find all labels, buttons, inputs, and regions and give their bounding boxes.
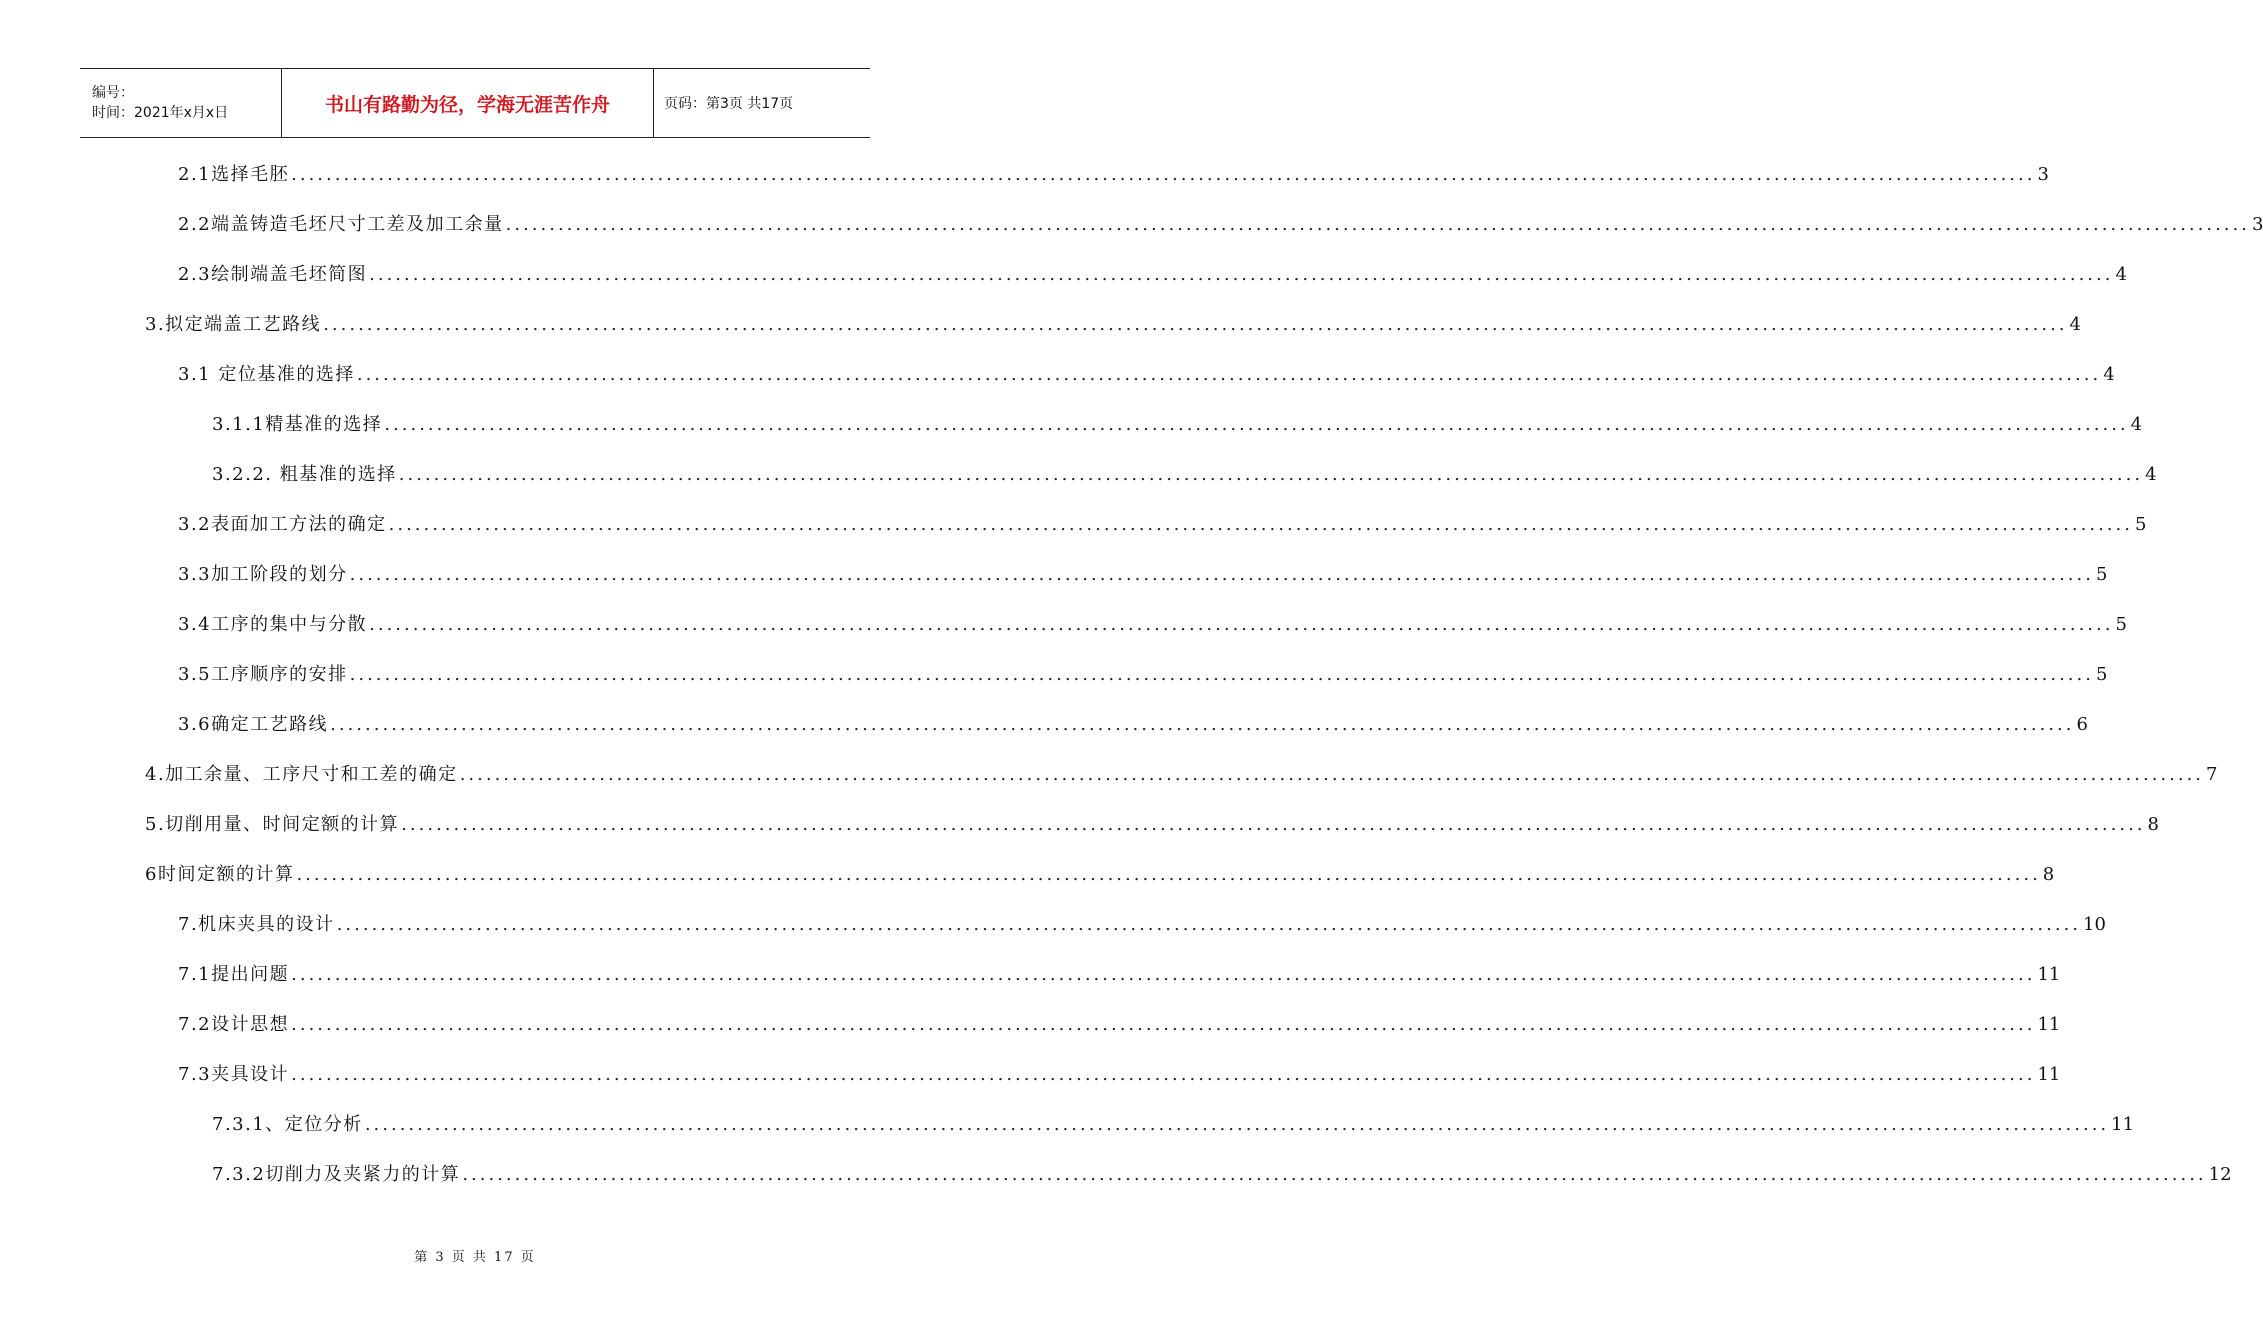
toc-entry-page: 8 xyxy=(2042,864,2055,885)
toc-entry-title: 4.加工余量、工序尺寸和工差的确定 xyxy=(145,764,458,785)
toc-entry-title: 7.3夹具设计 xyxy=(178,1064,290,1085)
toc-entry-page: 7 xyxy=(2206,764,2218,785)
toc-entry-page: 3 xyxy=(2251,214,2263,235)
toc-entry-page: 4 xyxy=(2069,314,2081,335)
toc-entry-page: 5 xyxy=(2115,614,2127,635)
header-motto-text: 书山有路勤为径，学海无涯苦作舟 xyxy=(324,93,610,116)
toc-leader-dots: ........................................................................................................................................................................................................ xyxy=(401,814,2146,835)
toc-entry-page: 11 xyxy=(2037,1014,2061,1035)
toc-leader-dots: ........................................................................................................................................................................................................ xyxy=(291,1014,2036,1035)
toc-entry-page: 11 xyxy=(2037,1064,2061,1085)
toc-leader-dots: ........................................................................................................................................................................................................ xyxy=(364,1114,2110,1135)
toc-leader-dots: ........................................................................................................................................................................................................ xyxy=(291,964,2036,985)
toc-entry-page: 4 xyxy=(2145,464,2157,485)
toc-entry-page: 10 xyxy=(2083,914,2106,935)
toc-entry-page: 4 xyxy=(2130,414,2143,435)
toc-entry[interactable] xyxy=(145,810,2159,840)
page-footer xyxy=(0,1246,950,1265)
header-page-info xyxy=(654,69,870,137)
toc-entry[interactable] xyxy=(178,960,2061,990)
toc-entry-title: 7.2设计思想 xyxy=(178,1014,290,1035)
toc-leader-dots: ........................................................................................................................................................................................................ xyxy=(356,364,2102,385)
toc-leader-dots: ........................................................................................................................................................................................................ xyxy=(398,464,2144,485)
header-page-label: 页码：第3页 共17页 xyxy=(664,96,794,112)
toc-entry-title: 7.1提出问题 xyxy=(178,964,290,985)
toc-entry-page: 12 xyxy=(2208,1164,2232,1185)
toc-leader-dots: ........................................................................................................................................................................................................ xyxy=(369,264,2114,285)
toc-leader-dots: ........................................................................................................................................................................................................ xyxy=(349,664,2094,685)
toc-entry-page: 3 xyxy=(2037,164,2049,185)
toc-entry-page: 5 xyxy=(2095,664,2108,685)
toc-entry-title: 3.5工序顺序的安排 xyxy=(178,664,348,685)
toc-entry-title: 3.1 定位基准的选择 xyxy=(178,364,355,385)
header-meta xyxy=(80,69,282,137)
toc-entry-title: 3.6确定工艺路线 xyxy=(178,714,329,735)
toc-entry[interactable] xyxy=(178,160,2049,190)
toc-entry[interactable] xyxy=(178,360,2115,390)
toc-leader-dots: ........................................................................................................................................................................................................ xyxy=(291,1064,2036,1085)
toc-entry-title: 3.拟定端盖工艺路线 xyxy=(145,314,322,335)
toc-entry[interactable] xyxy=(178,1060,2061,1090)
toc-entry[interactable] xyxy=(178,560,2108,590)
header-time-label: 时间：2021年x月x日 xyxy=(92,105,229,121)
toc-entry-page: 11 xyxy=(2037,964,2061,985)
toc-entry-title: 3.2.2. 粗基准的选择 xyxy=(212,464,397,485)
toc-entry-page: 4 xyxy=(2103,364,2115,385)
toc-entry[interactable] xyxy=(212,460,2157,490)
toc-entry[interactable] xyxy=(212,410,2143,440)
header-motto xyxy=(282,69,654,137)
toc-entry-title: 3.1.1精基准的选择 xyxy=(212,414,383,435)
toc-entry[interactable] xyxy=(178,210,2263,240)
toc-entry-page: 5 xyxy=(2095,564,2108,585)
header-number-label: 编号： xyxy=(92,85,134,101)
toc-entry-page: 6 xyxy=(2076,714,2088,735)
toc-entry[interactable] xyxy=(145,860,2055,890)
toc-entry[interactable] xyxy=(145,760,2218,790)
toc-entry-title: 3.2表面加工方法的确定 xyxy=(178,514,387,535)
toc-entry-page: 4 xyxy=(2115,264,2127,285)
toc-leader-dots: ........................................................................................................................................................................................................ xyxy=(291,164,2036,185)
toc-entry-title: 5.切削用量、时间定额的计算 xyxy=(145,814,400,835)
toc-leader-dots: ........................................................................................................................................................................................................ xyxy=(384,414,2129,435)
toc-leader-dots: ........................................................................................................................................................................................................ xyxy=(369,614,2114,635)
toc-entry[interactable] xyxy=(212,1110,2135,1140)
toc-entry-page: 11 xyxy=(2111,1114,2135,1135)
toc-leader-dots: ........................................................................................................................................................................................................ xyxy=(505,214,2250,235)
toc-entry-title: 7.机床夹具的设计 xyxy=(178,914,335,935)
toc-leader-dots: ........................................................................................................................................................................................................ xyxy=(296,864,2041,885)
toc-entry[interactable] xyxy=(178,710,2088,740)
toc-entry-title: 6时间定额的计算 xyxy=(145,864,295,885)
toc-entry[interactable] xyxy=(178,610,2127,640)
toc-entry-title: 2.2端盖铸造毛坯尺寸工差及加工余量 xyxy=(178,214,504,235)
toc-leader-dots: ........................................................................................................................................................................................................ xyxy=(349,564,2094,585)
toc-entry-title: 2.3绘制端盖毛坯简图 xyxy=(178,264,368,285)
footer-page-number: 第 3 页 共 17 页 xyxy=(414,1250,536,1265)
toc-entry-page: 5 xyxy=(2134,514,2147,535)
toc-leader-dots: ........................................................................................................................................................................................................ xyxy=(323,314,2068,335)
toc-entry-title: 2.1选择毛胚 xyxy=(178,164,290,185)
toc-entry[interactable] xyxy=(178,260,2127,290)
toc-entry[interactable] xyxy=(212,1160,2232,1190)
toc-entry[interactable] xyxy=(178,1010,2061,1040)
toc-leader-dots: ........................................................................................................................................................................................................ xyxy=(388,514,2133,535)
toc-entry[interactable] xyxy=(145,310,2081,340)
toc-entry-title: 3.3加工阶段的划分 xyxy=(178,564,348,585)
toc-entry[interactable] xyxy=(178,910,2106,940)
page-header xyxy=(80,68,870,138)
toc-leader-dots: ........................................................................................................................................................................................................ xyxy=(462,1164,2207,1185)
toc-leader-dots: ........................................................................................................................................................................................................ xyxy=(459,764,2205,785)
toc-entry[interactable] xyxy=(178,510,2147,540)
toc-entry-page: 8 xyxy=(2147,814,2159,835)
toc-entry[interactable] xyxy=(178,660,2108,690)
toc-leader-dots: ........................................................................................................................................................................................................ xyxy=(336,914,2082,935)
toc-entry-title: 7.3.2切削力及夹紧力的计算 xyxy=(212,1164,461,1185)
toc-leader-dots: ........................................................................................................................................................................................................ xyxy=(330,714,2075,735)
toc-entry-title: 3.4工序的集中与分散 xyxy=(178,614,368,635)
toc-entry-title: 7.3.1、定位分析 xyxy=(212,1114,363,1135)
